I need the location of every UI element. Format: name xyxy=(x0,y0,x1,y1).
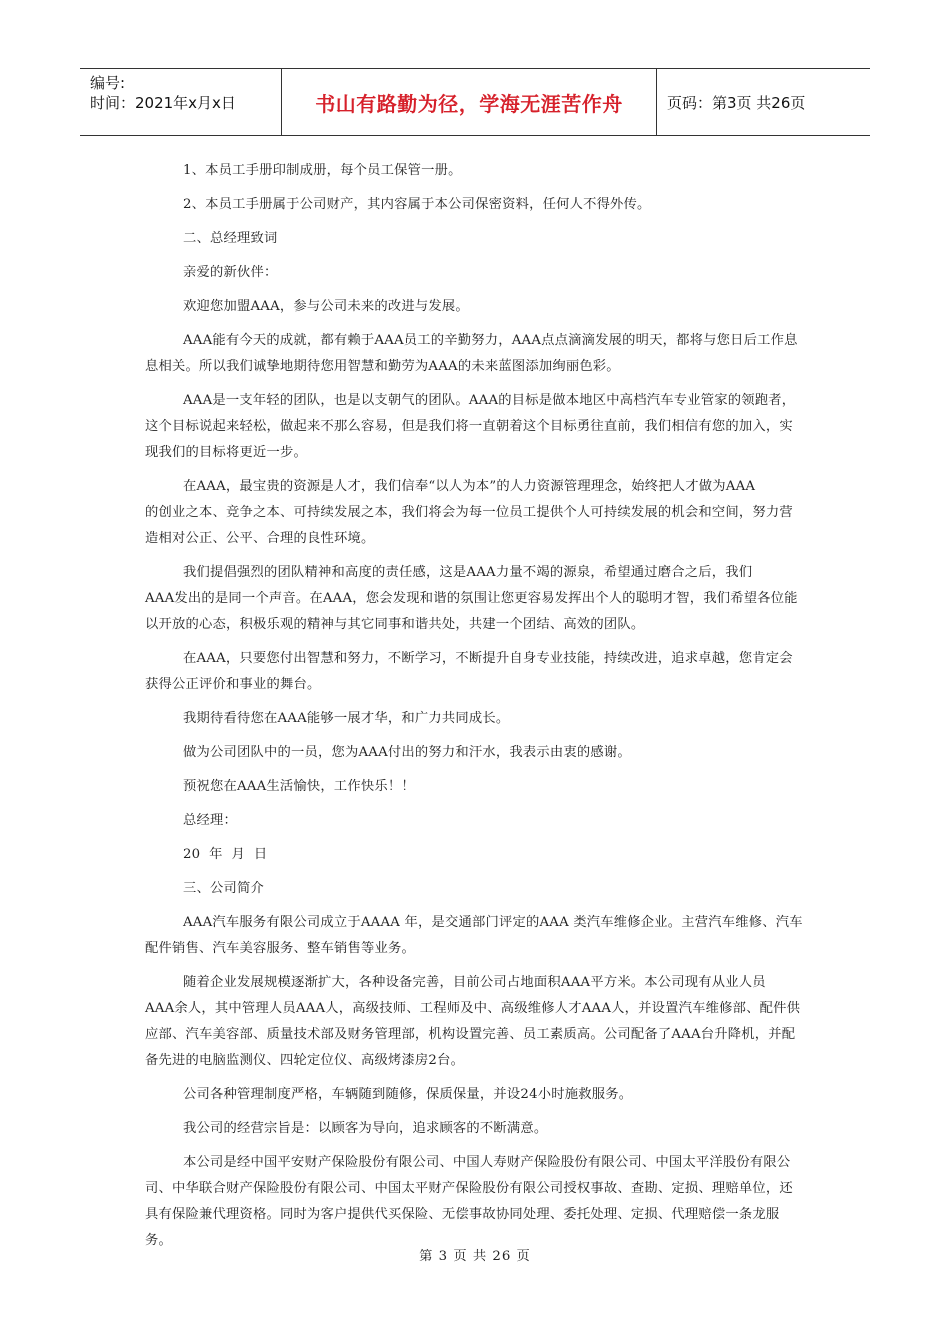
section-heading: 三、公司简介 xyxy=(183,881,264,896)
page-info: 页码：第3页 共26页 xyxy=(667,93,806,112)
signature-date: 20 年 月 日 xyxy=(183,847,268,862)
paragraph: 我公司的经营宗旨是：以顾客为导向，追求顾客的不断满意。 xyxy=(183,1121,548,1136)
date-line: 时间：2021年x月x日 xyxy=(90,94,236,112)
paragraph: 1、本员工手册印制成册，每个员工保管一册。 xyxy=(183,163,462,178)
paragraph: 做为公司团队中的一员，您为AAA付出的努力和汗水，我表示由衷的感谢。 xyxy=(183,745,631,760)
paragraph: 随着企业发展规模逐渐扩大，各种设备完善，目前公司占地面积AAA平方米。本公司现有从业人员 xyxy=(183,975,766,990)
header-meta xyxy=(80,69,282,135)
page-header xyxy=(80,68,870,136)
paragraph: 2、本员工手册属于公司财产，其内容属于本公司保密资料，任何人不得外传。 xyxy=(183,197,651,212)
motto: 书山有路勤为径，学海无涯苦作舟 xyxy=(315,91,623,116)
paragraph: 的创业之本、竞争之本、可持续发展之本，我们将会为每一位员工提供个人可持续发展的机会和空间，努力营造相对公正、公平、合理的良性环境。 xyxy=(145,505,793,546)
paragraph: AAA发出的是同一个声音。在AAA，您会发现和谐的氛围让您更容易发挥出个人的聪明才智，我们希望各位能以开放的心态，积极乐观的精神与其它同事和谐共处，共建一个团结、高效的团队。 xyxy=(145,591,798,632)
paragraph: AAA能有今天的成就，都有赖于AAA员工的辛勤努力，AAA点点滴滴发展的明天，都将与您日后工作息息相关。所以我们诚挚地期待您用智慧和勤劳为AAA的未来蓝图添加绚丽色彩。 xyxy=(145,333,798,374)
paragraph: 在AAA，只要您付出智慧和努力，不断学习，不断提升自身专业技能，持续改进，追求卓越，您肯定会获得公正评价和事业的舞台。 xyxy=(145,651,793,692)
paragraph: 在AAA，最宝贵的资源是人才，我们信奉“以人为本”的人力资源管理理念，始终把人才做为AAA xyxy=(183,479,756,494)
paragraph: AAA汽车服务有限公司成立于AAAA 年，是交通部门评定的AAA 类汽车维修企业。主营汽车维修、汽车配件销售、汽车美容服务、整车销售等业务。 xyxy=(145,915,803,956)
paragraph: 欢迎您加盟AAA，参与公司未来的改进与发展。 xyxy=(183,299,469,314)
signature-label: 总经理： xyxy=(183,813,237,828)
paragraph: AAA余人，其中管理人员AAA人，高级技师、工程师及中、高级维修人才AAA人，并设置汽车维修部、配件供应部、汽车美容部、质量技术部及财务管理部，机构设置完善、员工素质高。公司配备了AAA台升降机，并配备先进的电脑监测仪、四轮定位仪、高级烤漆房2台。 xyxy=(145,1001,801,1068)
header-motto-cell xyxy=(282,69,657,135)
page-footer: 第 3 页 共 26 页 xyxy=(419,1249,531,1264)
salutation: 亲爱的新伙伴： xyxy=(183,265,278,280)
section-heading: 二、总经理致词 xyxy=(183,231,278,246)
header-page-info-cell xyxy=(657,69,870,135)
paragraph: AAA是一支年轻的团队，也是以支朝气的团队。AAA的目标是做本地区中高档汽车专业管家的领跑者，这个目标说起来轻松，做起来不那么容易，但是我们将一直朝着这个目标勇往直前，我们相信有您的加入，实现我们的目标将更近一步。 xyxy=(145,393,796,460)
paragraph: 预祝您在AAA生活愉快，工作快乐！！ xyxy=(183,779,415,794)
paragraph: 我们提倡强烈的团队精神和高度的责任感，这是AAA力量不竭的源泉，希望通过磨合之后，我们 xyxy=(183,565,753,580)
paragraph: 我期待看待您在AAA能够一展才华，和广力共同成长。 xyxy=(183,711,510,726)
paragraph: 本公司是经中国平安财产保险股份有限公司、中国人寿财产保险股份有限公司、中国太平洋股份有限公司、中华联合财产保险股份有限公司、中国太平财产保险股份有限公司授权事故、查勘、定损、理赔单位，还具有保险兼代理资格。同时为客户提供代买保险、无偿事故协同处理、委托处理、定损、代理赔偿一条龙服务。 xyxy=(145,1155,793,1248)
serial-number-label: 编号: xyxy=(90,74,126,92)
document-body xyxy=(145,158,805,1262)
paragraph: 公司各种管理制度严格，车辆随到随修，保质保量，并设24小时施救服务。 xyxy=(183,1087,633,1102)
